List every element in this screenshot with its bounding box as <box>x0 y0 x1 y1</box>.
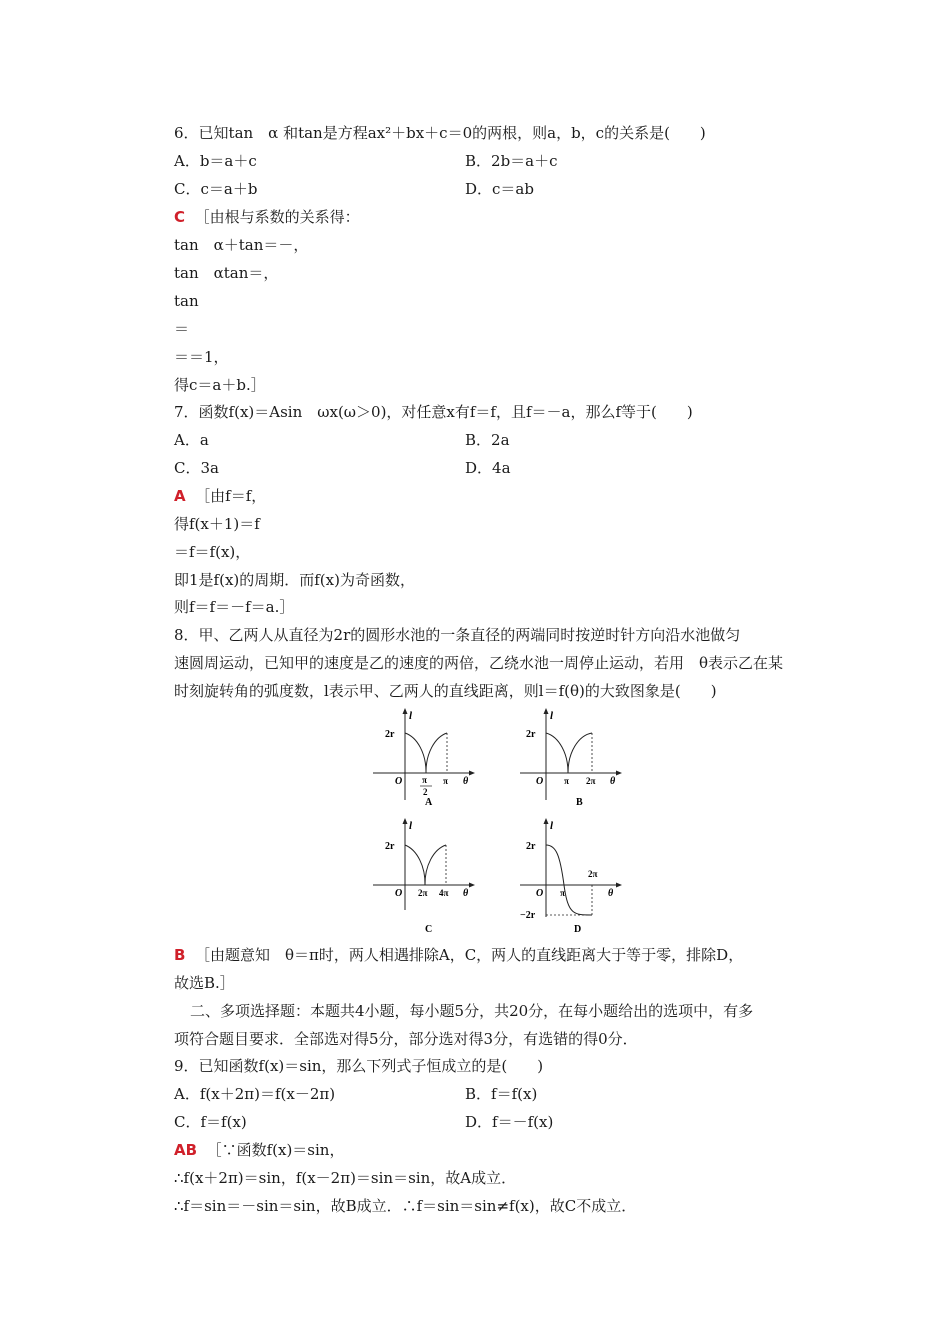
q6-solution-line: ［由根与系数的关系得： <box>194 208 360 226</box>
q6-stem: 6．已知tan α 和tan是方程ax²＋bx＋c＝0的两根，则a，b，c的关系是( ) <box>174 124 706 142</box>
q8-stem-line: 8．甲、乙两人从直径为2r的圆形水池的一条直径的两端同时按逆时针方向沿水池做匀 <box>174 626 741 644</box>
q9-solution-line: ∴f(x＋2π)＝sin，f(x－2π)＝sin＝sin，故A成立． <box>174 1169 517 1187</box>
graph-a-x-tick-1-num: π <box>422 775 427 785</box>
q6-option-b: B．2b＝a＋c <box>465 152 558 170</box>
q6-solution-line: ＝ <box>174 320 190 338</box>
graph-a <box>365 705 485 810</box>
graph-d-y-tick-neg: −2r <box>520 910 536 921</box>
q9-solution-line: ［∵函数f(x)＝sin， <box>206 1141 345 1159</box>
graph-d-x-tick-1: π <box>560 888 565 898</box>
graph-c-y-label: l <box>409 820 413 832</box>
section2-heading-cont: 项符合题目要求．全部选对得5分，部分选对得3分，有选错的得0分． <box>174 1030 638 1048</box>
graph-d-origin: O <box>536 888 544 899</box>
graph-d-y-tick: 2r <box>526 841 536 852</box>
q7-solution-first <box>174 486 266 506</box>
q7-option-b: B．2a <box>465 431 510 449</box>
q6-solution-line: ＝＝1， <box>174 348 229 366</box>
graph-a-x-label: θ <box>463 776 469 787</box>
graph-b-y-tick: 2r <box>526 729 536 740</box>
q6-solution-line: tan α＋tan＝－， <box>174 236 309 254</box>
graph-a-y-tick: 2r <box>385 729 395 740</box>
q8-stem-line: 速圆周运动，已知甲的速度是乙的速度的两倍，乙绕水池一周停止运动，若用 θ表示乙在某 <box>174 654 784 672</box>
q7-solution-line: 即1是f(x)的周期．而f(x)为奇函数， <box>174 571 415 589</box>
graph-a-origin: O <box>395 776 403 787</box>
q6-solution-line: 得c＝a＋b.］ <box>174 376 266 394</box>
q9-solution-line: ∴f＝sin＝－sin＝sin，故B成立．∴f＝sin＝sin≠f(x)，故C不成立． <box>174 1197 637 1215</box>
graph-a-caption: A <box>425 797 433 808</box>
q7-option-d: D．4a <box>465 459 511 477</box>
q7-option-a: A．a <box>174 431 209 449</box>
graph-d-x-tick-2: 2π <box>588 869 598 879</box>
q6-option-d: D．c＝ab <box>465 180 534 198</box>
q7-solution-line: 则f＝f＝－f＝a.］ <box>174 598 295 616</box>
graph-c-x-tick-2: 4π <box>439 888 449 898</box>
q6-option-a: A．b＝a＋c <box>174 152 257 170</box>
graph-c-y-tick: 2r <box>385 841 395 852</box>
q8-solution-first <box>174 945 743 965</box>
graph-c-x-tick-1: 2π <box>418 888 428 898</box>
q6-answer: C <box>174 208 186 226</box>
graph-c-caption: C <box>425 924 433 935</box>
graph-b-x-tick-1: π <box>564 776 569 786</box>
graph-c-origin: O <box>395 888 403 899</box>
q8-answer: B <box>174 946 186 964</box>
graph-b-origin: O <box>536 776 544 787</box>
q6-solution-first <box>174 207 360 227</box>
q9-solution-first <box>174 1140 344 1160</box>
q6-solution-line: tan <box>174 292 199 310</box>
q8-stem-line: 时刻旋转角的弧度数，l表示甲、乙两人的直线距离，则l＝f(θ)的大致图象是( ) <box>174 682 717 700</box>
q7-solution-line: 得f(x＋1)＝f <box>174 515 260 533</box>
q9-option-a: A．f(x＋2π)＝f(x－2π) <box>174 1085 336 1103</box>
graph-a-x-tick-1-den: 2 <box>423 787 428 797</box>
q9-option-c: C．f＝f(x) <box>174 1113 247 1131</box>
q6-solution-line: tan αtan＝， <box>174 264 279 282</box>
q8-solution-line: 故选B.］ <box>174 974 235 992</box>
q7-answer: A <box>174 487 186 505</box>
graph-c-x-label: θ <box>463 888 469 899</box>
graph-c <box>365 815 485 940</box>
graph-d-y-label: l <box>550 820 554 832</box>
graph-d-x-label: θ <box>608 888 614 899</box>
graph-b-x-label: θ <box>610 776 616 787</box>
q9-stem: 9．已知函数f(x)＝sin，那么下列式子恒成立的是( ) <box>174 1057 544 1075</box>
graph-b-x-tick-2: 2π <box>586 776 596 786</box>
q7-stem: 7．函数f(x)＝Asin ωx(ω＞0)，对任意x有f＝f，且f＝－a，那么f等于( ) <box>174 403 693 421</box>
q8-solution-line: ［由题意知 θ＝π时，两人相遇排除A，C，两人的直线距离大于等于零，排除D， <box>194 946 744 964</box>
section2-heading: 二、多项选择题：本题共4小题，每小题5分，共20分，在每小题给出的选项中，有多 <box>190 1002 754 1020</box>
graph-d-caption: D <box>574 924 582 935</box>
graph-b-y-label: l <box>550 710 554 722</box>
q7-option-c: C．3a <box>174 459 219 477</box>
q6-option-c: C．c＝a＋b <box>174 180 258 198</box>
graph-d <box>512 815 632 940</box>
q9-option-d: D．f＝－f(x) <box>465 1113 554 1131</box>
q9-answer: AB <box>174 1141 198 1159</box>
q9-option-b: B．f＝f(x) <box>465 1085 538 1103</box>
q7-solution-line: ＝f＝f(x)， <box>174 543 251 561</box>
graph-b <box>512 705 632 810</box>
q7-solution-line: ［由f＝f， <box>195 487 267 505</box>
graph-a-x-tick-2: π <box>443 776 448 786</box>
graph-a-y-label: l <box>409 710 413 722</box>
graph-b-caption: B <box>576 797 583 808</box>
